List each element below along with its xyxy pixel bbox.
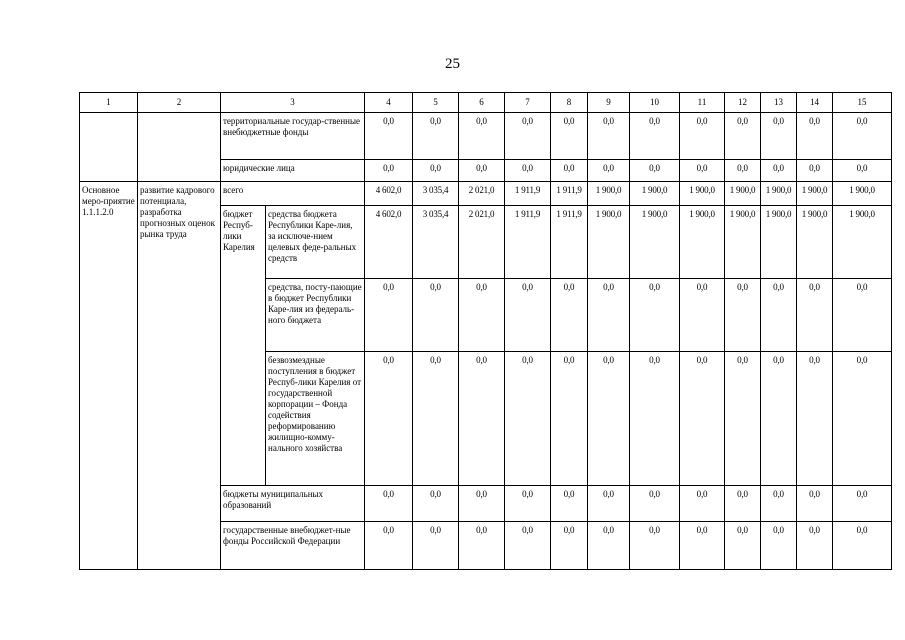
value-cell: 2 021,0	[459, 206, 505, 279]
value-cell: 1 911,9	[505, 206, 551, 279]
value-cell: 0,0	[630, 522, 680, 570]
value-cell: 1 900,0	[630, 182, 680, 206]
value-cell: 0,0	[459, 486, 505, 522]
column-header: 15	[833, 93, 892, 113]
value-cell: 1 900,0	[680, 206, 725, 279]
value-cell: 0,0	[413, 279, 459, 352]
column-header: 14	[797, 93, 833, 113]
value-cell: 0,0	[459, 279, 505, 352]
value-cell: 0,0	[459, 522, 505, 570]
value-cell: 0,0	[761, 160, 797, 182]
value-cell: 1 911,9	[551, 206, 588, 279]
value-cell: 0,0	[725, 486, 761, 522]
value-cell: 0,0	[588, 522, 630, 570]
value-cell: 0,0	[797, 486, 833, 522]
value-cell: 0,0	[833, 486, 892, 522]
value-cell: 1 900,0	[630, 206, 680, 279]
value-cell: 0,0	[833, 279, 892, 352]
header-row	[80, 93, 892, 113]
value-cell: 0,0	[505, 113, 551, 160]
budget-group-label: бюджет Респуб-лики Карелия	[221, 206, 266, 486]
value-cell: 2 021,0	[459, 182, 505, 206]
value-cell: 1 900,0	[797, 206, 833, 279]
value-cell: 0,0	[588, 279, 630, 352]
value-cell: 0,0	[588, 160, 630, 182]
value-cell: 0,0	[551, 160, 588, 182]
row-label: всего	[221, 182, 365, 206]
row-label: юридические лица	[221, 160, 365, 182]
value-cell: 0,0	[761, 352, 797, 486]
value-cell: 0,0	[413, 522, 459, 570]
table-row	[80, 113, 892, 160]
value-cell: 0,0	[551, 522, 588, 570]
value-cell: 1 900,0	[725, 182, 761, 206]
value-cell: 0,0	[505, 160, 551, 182]
value-cell: 0,0	[630, 113, 680, 160]
value-cell: 1 911,9	[551, 182, 588, 206]
value-cell: 4 602,0	[365, 182, 413, 206]
value-cell: 1 900,0	[680, 182, 725, 206]
value-cell: 0,0	[680, 279, 725, 352]
value-cell: 0,0	[413, 486, 459, 522]
value-cell: 0,0	[630, 486, 680, 522]
column-header: 3	[221, 93, 365, 113]
value-cell: 0,0	[413, 113, 459, 160]
value-cell: 1 900,0	[761, 182, 797, 206]
row-label: средства бюджета Республики Каре-лия, за исключе-нием целевых феде-ральных средств	[266, 206, 365, 279]
value-cell: 0,0	[761, 486, 797, 522]
value-cell: 0,0	[833, 160, 892, 182]
value-cell: 0,0	[459, 160, 505, 182]
value-cell: 1 900,0	[761, 206, 797, 279]
value-cell: 1 900,0	[588, 206, 630, 279]
column-header: 9	[588, 93, 630, 113]
activity-name: развитие кадрового потенциала, разработка прогнозных оценок рынка труда	[138, 182, 221, 570]
value-cell: 0,0	[630, 160, 680, 182]
value-cell: 0,0	[588, 486, 630, 522]
value-cell: 0,0	[365, 352, 413, 486]
value-cell: 0,0	[797, 522, 833, 570]
value-cell: 0,0	[365, 160, 413, 182]
value-cell: 3 035,4	[413, 182, 459, 206]
value-cell: 1 900,0	[833, 182, 892, 206]
value-cell: 1 900,0	[833, 206, 892, 279]
value-cell: 1 911,9	[505, 182, 551, 206]
value-cell: 0,0	[797, 352, 833, 486]
value-cell: 0,0	[630, 279, 680, 352]
value-cell: 0,0	[365, 522, 413, 570]
value-cell: 0,0	[588, 113, 630, 160]
value-cell: 0,0	[680, 522, 725, 570]
value-cell: 0,0	[680, 486, 725, 522]
value-cell: 0,0	[505, 279, 551, 352]
empty-cell	[138, 113, 221, 182]
value-cell: 1 900,0	[588, 182, 630, 206]
column-header: 2	[138, 93, 221, 113]
value-cell: 0,0	[725, 279, 761, 352]
page-number: 25	[445, 56, 460, 72]
value-cell: 0,0	[551, 113, 588, 160]
value-cell: 0,0	[459, 352, 505, 486]
value-cell: 0,0	[680, 352, 725, 486]
column-header: 4	[365, 93, 413, 113]
value-cell: 0,0	[505, 352, 551, 486]
value-cell: 0,0	[505, 522, 551, 570]
value-cell: 0,0	[588, 352, 630, 486]
value-cell: 0,0	[833, 113, 892, 160]
value-cell: 0,0	[551, 352, 588, 486]
row-label: государственные внебюджет-ные фонды Российской Федерации	[221, 522, 365, 570]
table-row	[80, 182, 892, 206]
row-label: безвозмездные поступления в бюджет Респуб-лики Карелия от государственной корпорации – Фонда содействия реформированию жилищно-комму-нального хозяйства	[266, 352, 365, 486]
value-cell: 0,0	[551, 279, 588, 352]
activity-code: Основное меро-приятие 1.1.1.2.0	[80, 182, 138, 570]
value-cell: 0,0	[630, 352, 680, 486]
value-cell: 3 035,4	[413, 206, 459, 279]
value-cell: 0,0	[680, 113, 725, 160]
column-header: 8	[551, 93, 588, 113]
value-cell: 0,0	[761, 522, 797, 570]
value-cell: 0,0	[797, 113, 833, 160]
value-cell: 0,0	[797, 279, 833, 352]
value-cell: 0,0	[725, 113, 761, 160]
column-header: 7	[505, 93, 551, 113]
value-cell: 0,0	[551, 486, 588, 522]
column-header: 10	[630, 93, 680, 113]
column-header: 12	[725, 93, 761, 113]
budget-table	[79, 92, 892, 570]
value-cell: 0,0	[761, 279, 797, 352]
column-header: 13	[761, 93, 797, 113]
value-cell: 4 602,0	[365, 206, 413, 279]
value-cell: 0,0	[365, 113, 413, 160]
column-header: 1	[80, 93, 138, 113]
row-label: территориальные государ-ственные внебюджетные фонды	[221, 113, 365, 160]
value-cell: 0,0	[725, 522, 761, 570]
value-cell: 0,0	[725, 160, 761, 182]
column-header: 5	[413, 93, 459, 113]
value-cell: 1 900,0	[797, 182, 833, 206]
row-label: бюджеты муниципальных образований	[221, 486, 365, 522]
value-cell: 0,0	[413, 160, 459, 182]
value-cell: 0,0	[680, 160, 725, 182]
value-cell: 0,0	[797, 160, 833, 182]
value-cell: 0,0	[459, 113, 505, 160]
value-cell: 0,0	[833, 522, 892, 570]
row-label: средства, посту-пающие в бюджет Республики Каре-лия из федераль-ного бюджета	[266, 279, 365, 352]
value-cell: 0,0	[833, 352, 892, 486]
empty-cell	[80, 113, 138, 182]
column-header: 6	[459, 93, 505, 113]
value-cell: 0,0	[413, 352, 459, 486]
value-cell: 0,0	[365, 279, 413, 352]
value-cell: 0,0	[505, 486, 551, 522]
value-cell: 0,0	[761, 113, 797, 160]
value-cell: 0,0	[725, 352, 761, 486]
value-cell: 1 900,0	[725, 206, 761, 279]
value-cell: 0,0	[365, 486, 413, 522]
column-header: 11	[680, 93, 725, 113]
